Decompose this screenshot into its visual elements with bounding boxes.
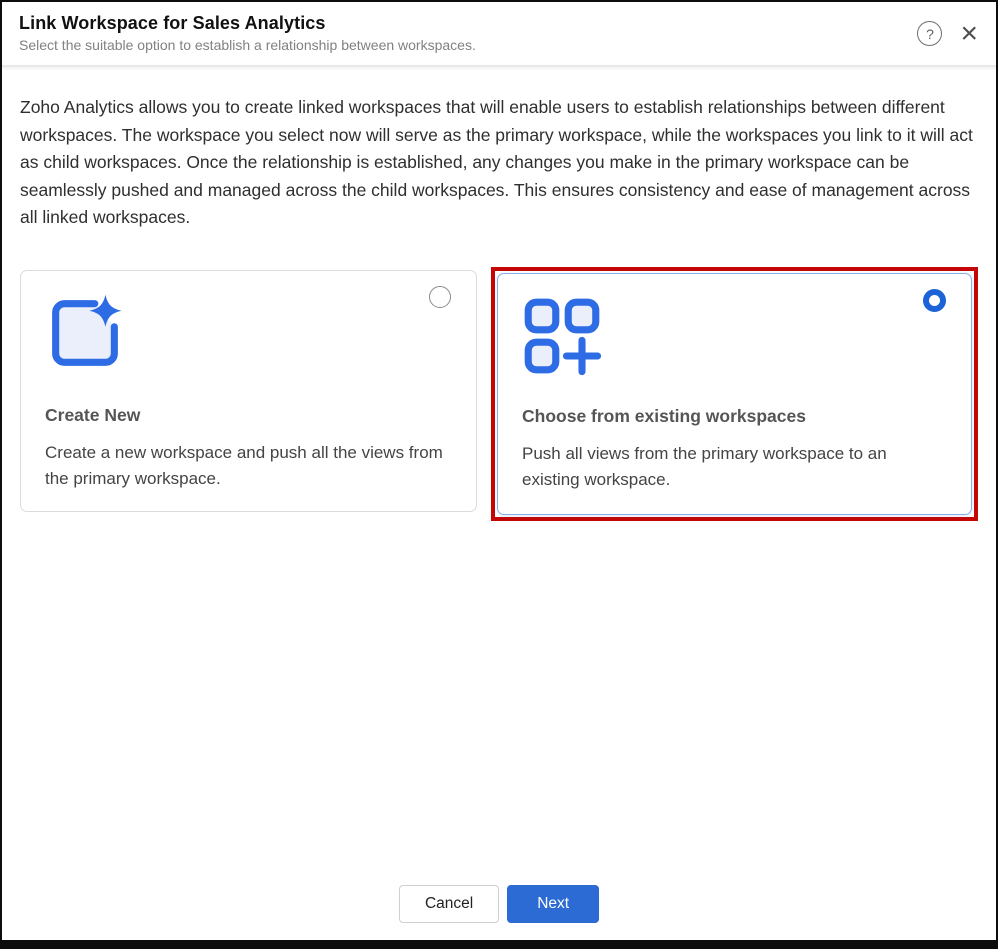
dialog-header	[2, 2, 996, 67]
existing-workspaces-icon	[522, 296, 602, 376]
help-icon[interactable]: ?	[917, 21, 942, 46]
header-actions	[917, 17, 978, 50]
new-workspace-icon	[45, 293, 125, 373]
option-description-create-new: Create a new workspace and push all the views from the primary workspace.	[45, 442, 443, 488]
radio-button-existing-workspaces[interactable]	[923, 289, 946, 312]
close-icon[interactable]: ×	[960, 17, 978, 50]
page-title: Link Workspace for Sales Analytics	[19, 13, 326, 33]
dialog-description: Zoho Analytics allows you to create linked workspaces that will enable users to establish relationships between different workspaces. The workspace you select now will serve as the primary workspace, while the workspaces you link to it will act as child workspaces. Once the relationship is established, any changes you make in the primary workspace can be seamlessly pushed and managed across the child workspaces. This ensures consistency and ease of management across all linked workspaces.	[20, 97, 973, 227]
option-description-existing-workspaces: Push all views from the primary workspace to an existing workspace.	[522, 443, 887, 489]
radio-button-create-new[interactable]	[429, 286, 451, 308]
option-card-create-new[interactable]	[20, 270, 477, 512]
cancel-button[interactable]: Cancel	[399, 885, 499, 923]
option-title-existing-workspaces: Choose from existing workspaces	[522, 405, 806, 426]
dialog-body	[2, 67, 996, 521]
option-cards	[20, 267, 978, 521]
option-title-create-new: Create New	[45, 404, 141, 425]
dialog-subtitle: Select the suitable option to establish a relationship between workspaces.	[19, 37, 476, 53]
annotation-highlight-box	[491, 267, 978, 521]
dialog-footer	[2, 885, 996, 923]
next-button[interactable]: Next	[507, 885, 599, 923]
option-card-existing-workspaces[interactable]	[497, 273, 972, 515]
